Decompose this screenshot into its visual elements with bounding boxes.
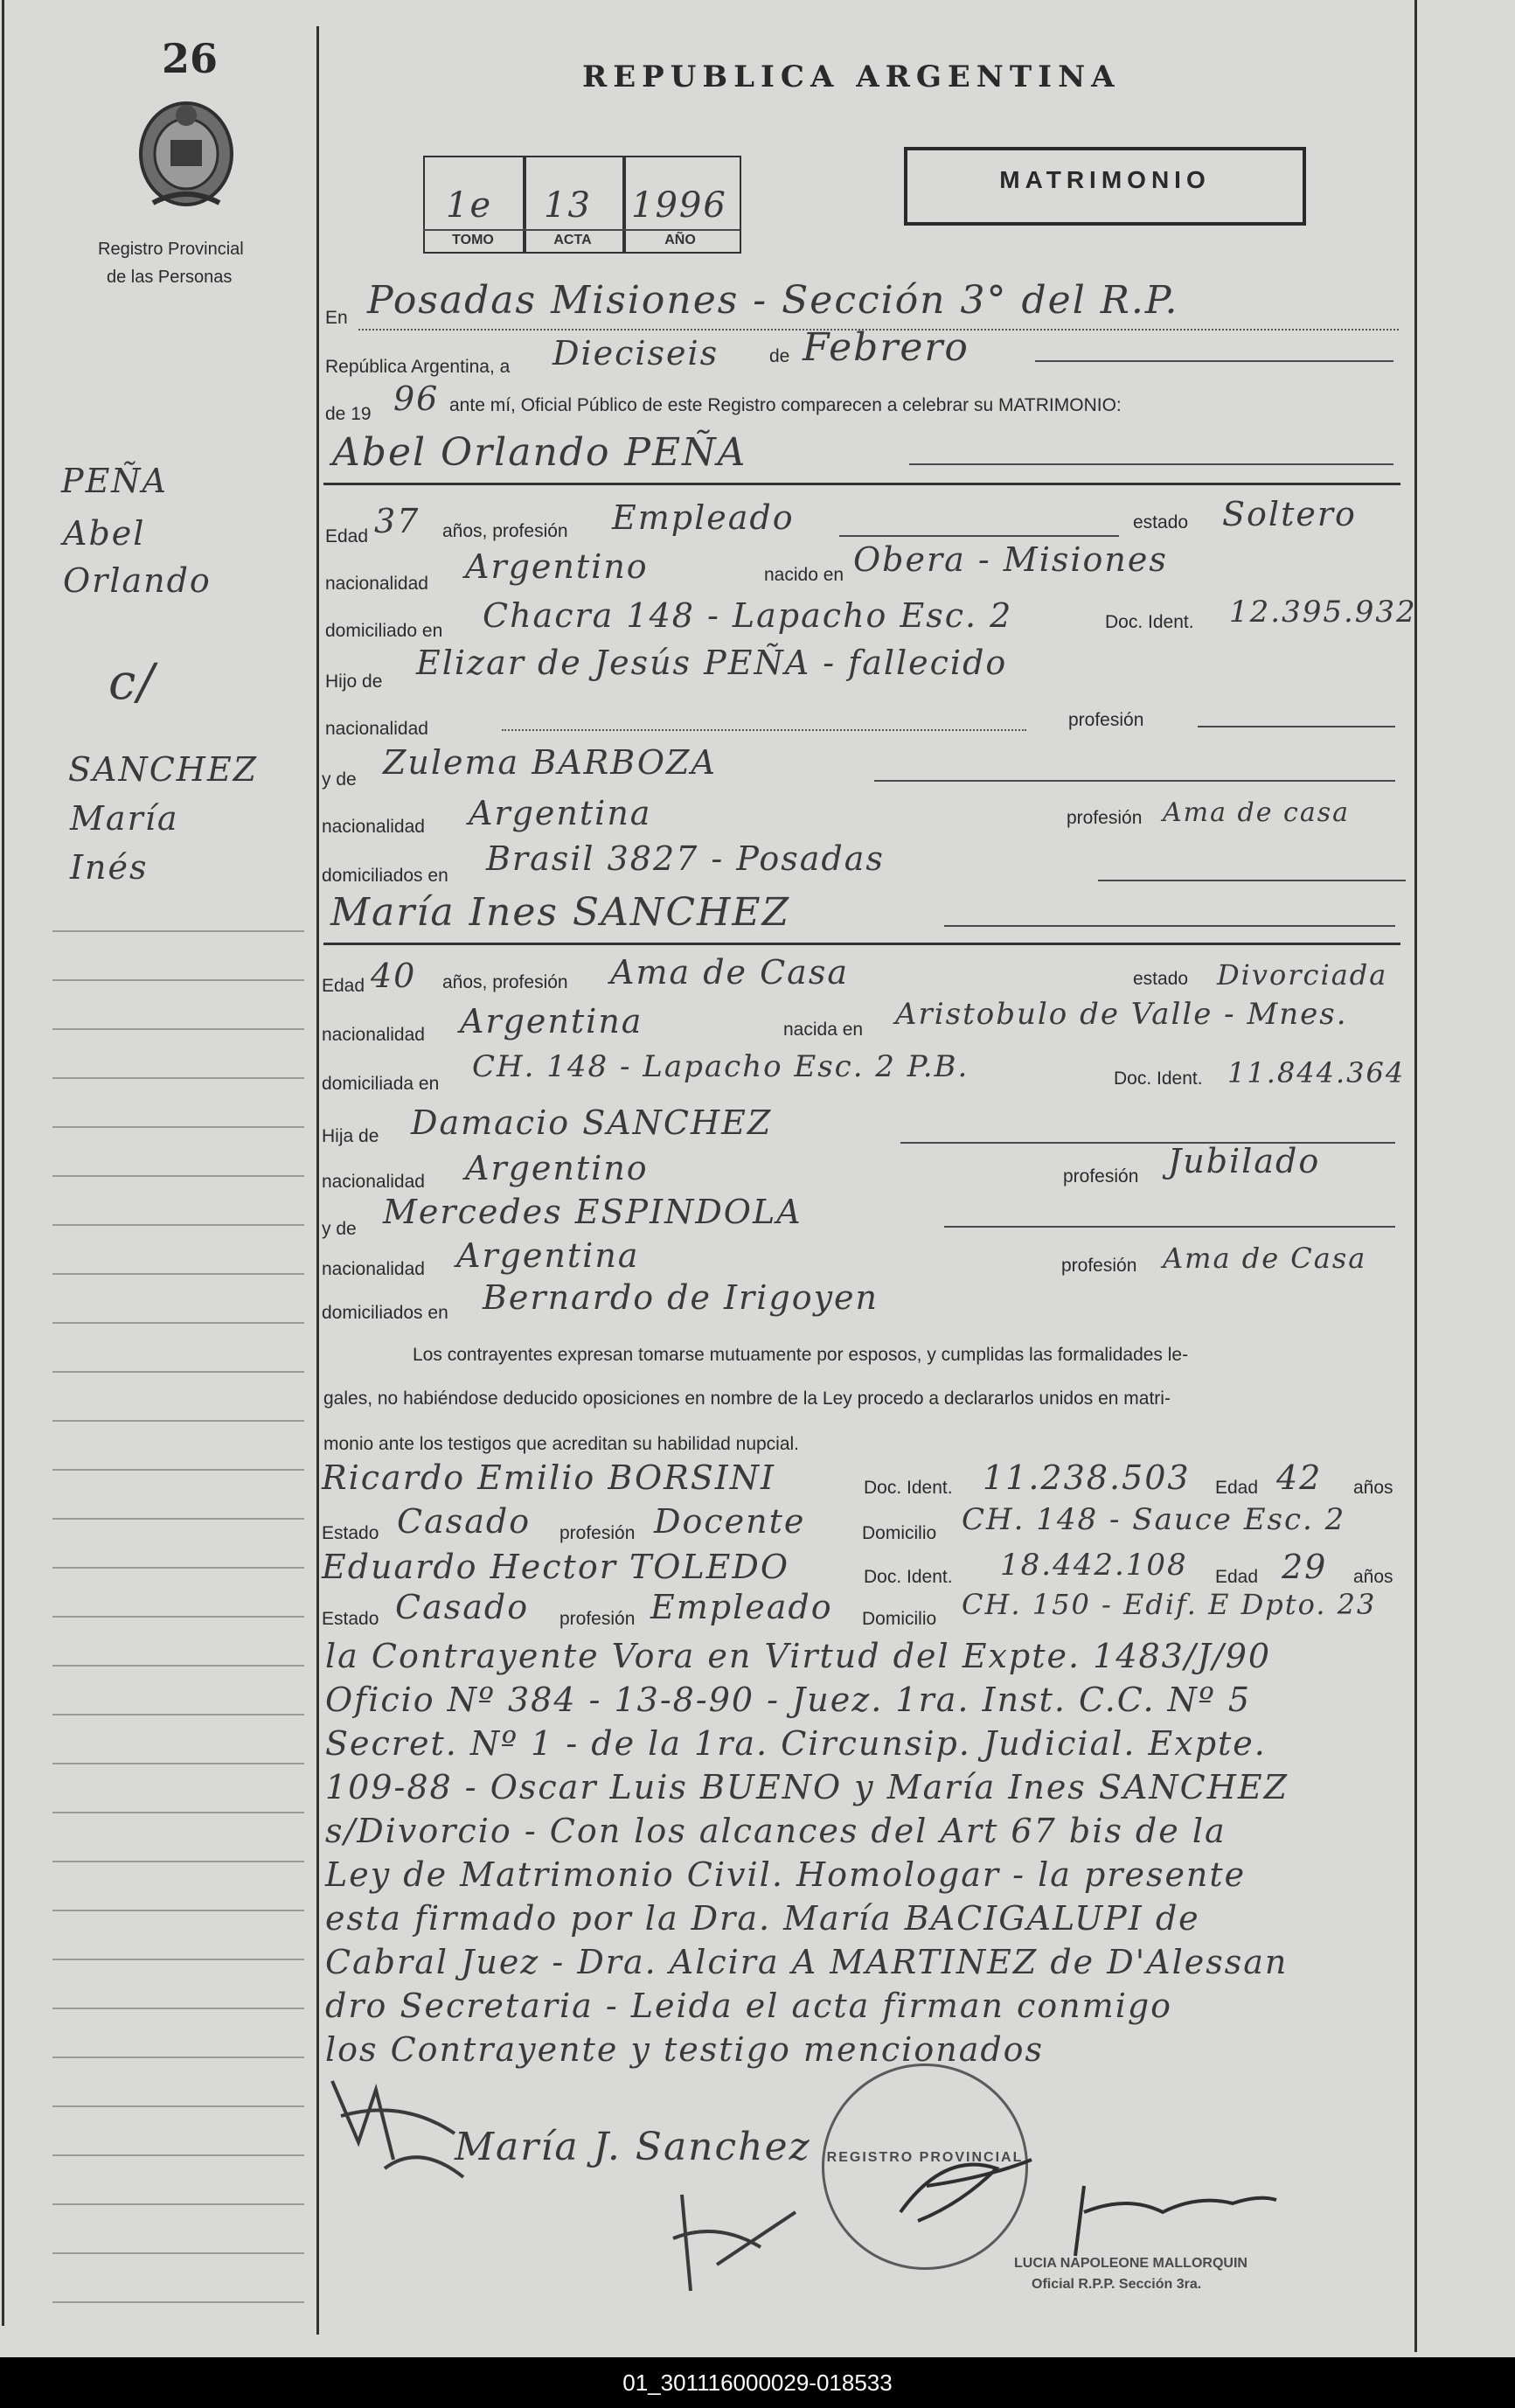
witness2-anos-label: años	[1353, 1567, 1393, 1587]
tomo-value: 1e	[446, 185, 493, 226]
acta-label: ACTA	[553, 233, 592, 247]
groom-birthplace-value: Obera - Misiones	[853, 540, 1168, 579]
witness2-doc-label: Doc. Ident.	[864, 1567, 953, 1587]
margin-groom-name2: Orlando	[63, 561, 212, 600]
page-number: 26	[162, 35, 219, 82]
margin-rule	[52, 1665, 304, 1667]
registry-name-line1: Registro Provincial	[98, 240, 244, 259]
groom-parents-address-label: domiciliados en	[322, 866, 448, 886]
margin-rule	[52, 1028, 304, 1030]
margin-rule	[52, 1812, 304, 1813]
bride-anos-profesion-label: años, profesión	[442, 972, 568, 992]
groom-father-value: Elizar de Jesús PEÑA - fallecido	[416, 644, 1008, 682]
day-value: Dieciseis	[552, 334, 719, 372]
margin-rule	[52, 1175, 304, 1177]
note-line-8: Cabral Juez - Dra. Alcira A MARTINEZ de D'Alessan	[325, 1943, 1289, 1981]
witness2-address-value: CH. 150 - Edif. E Dpto. 23	[962, 1588, 1377, 1621]
margin-rule	[52, 1518, 304, 1520]
witness2-profession-value: Empleado	[650, 1588, 833, 1626]
month-underline	[1035, 360, 1393, 362]
margin-rule	[52, 2203, 304, 2205]
margin-rule	[52, 1763, 304, 1764]
bride-mother-underline	[944, 1226, 1395, 1228]
bride-mother-profession-label: profesión	[1061, 1256, 1137, 1276]
groom-status-label: estado	[1133, 512, 1189, 532]
margin-rule	[52, 979, 304, 981]
bride-mother-profession-value: Ama de Casa	[1163, 1242, 1367, 1275]
bride-name-underline	[944, 925, 1395, 927]
witness1-signature	[664, 2186, 822, 2300]
witness1-status-label: Estado	[322, 1523, 379, 1543]
note-line-9: dro Secretaria - Leida el acta firman conmigo	[325, 1987, 1173, 2025]
groom-hijo-label: Hijo de	[325, 672, 383, 692]
note-line-7: esta firmado por la Dra. María BACIGALUPI de	[325, 1899, 1200, 1938]
witness2-age-value: 29	[1282, 1548, 1328, 1586]
footer-bar	[0, 2357, 1515, 2408]
note-line-10: los Contrayente y testigo mencionados	[325, 2030, 1045, 2069]
witness2-name: Eduardo Hector TOLEDO	[322, 1548, 790, 1586]
ante-mi-text: ante mí, Oficial Público de este Registro comparecen a celebrar su MATRIMONIO:	[449, 395, 1122, 415]
groom-parents-underline	[1098, 880, 1406, 881]
margin-rule	[52, 1714, 304, 1716]
note-line-1: la Contrayente Vora en Virtud del Expte. 1483/J/90	[325, 1637, 1272, 1675]
margin-rule	[52, 1077, 304, 1079]
note-line-3: Secret. Nº 1 - de la 1ra. Circunsip. Judicial. Expte.	[325, 1724, 1267, 1763]
month-value: Febrero	[803, 325, 969, 370]
groom-mother-value: Zulema BARBOZA	[383, 743, 717, 782]
groom-mother-profession-label: profesión	[1067, 808, 1143, 828]
groom-father-profession-label: profesión	[1068, 710, 1144, 730]
margin-rule	[52, 1273, 304, 1275]
witness1-profession-label: profesión	[559, 1523, 636, 1543]
bride-birthplace-value: Aristobulo de Valle - Mnes.	[895, 997, 1348, 1032]
margin-rule	[52, 1126, 304, 1128]
margin-connector: c/	[108, 654, 156, 711]
de-month-label: de	[769, 346, 790, 366]
note-line-5: s/Divorcio - Con los alcances del Art 67 bis de la	[325, 1812, 1227, 1850]
country-title: REPUBLICA ARGENTINA	[582, 59, 1121, 94]
witness2-profession-label: profesión	[559, 1609, 636, 1629]
witness1-status-value: Casado	[397, 1502, 532, 1541]
en-label: En	[325, 308, 348, 328]
groom-full-name: Abel Orlando PEÑA	[332, 430, 747, 475]
registry-name-line2: de las Personas	[107, 268, 233, 287]
bride-mother-value: Mercedes ESPINDOLA	[383, 1193, 803, 1231]
legal-text-line-1: Los contrayentes expresan tomarse mutuamente por esposos, y cumplidas las formalidades le-	[413, 1345, 1189, 1365]
margin-rule	[52, 2057, 304, 2058]
official-signature	[1058, 2177, 1285, 2265]
bride-address-value: CH. 148 - Lapacho Esc. 2 P.B.	[472, 1049, 969, 1084]
margin-groom-surname: PEÑA	[61, 462, 168, 500]
groom-doc-value: 12.395.932	[1229, 595, 1417, 630]
official-stamp-line1: LUCIA NAPOLEONE MALLORQUIN	[1014, 2256, 1247, 2271]
groom-father-profession-line	[1198, 726, 1395, 727]
margin-rule	[52, 1420, 304, 1422]
note-line-2: Oficio Nº 384 - 13-8-90 - Juez. 1ra. Inst. C.C. Nº 5	[325, 1681, 1252, 1719]
legal-text-line-2: gales, no habiéndose deducido oposiciones en nombre de la Ley procedo a declararlos unidos en matri-	[323, 1388, 1171, 1409]
note-line-6: Ley de Matrimonio Civil. Homologar - la presente	[325, 1855, 1247, 1894]
groom-profession-value: Empleado	[612, 498, 795, 537]
groom-age-label: Edad	[325, 526, 369, 546]
groom-parents-address-value: Brasil 3827 - Posadas	[486, 839, 885, 878]
year-prefix-label: de 19	[325, 404, 372, 424]
margin-rule	[52, 2008, 304, 2009]
margin-rule	[52, 1322, 304, 1324]
groom-profession-underline	[839, 535, 1119, 537]
bride-status-label: estado	[1133, 969, 1189, 989]
groom-nationality-label: nacionalidad	[325, 574, 428, 594]
official-stamp-line2: Oficial R.P.P. Sección 3ra.	[1032, 2277, 1202, 2292]
margin-bride-surname: SANCHEZ	[68, 750, 259, 789]
witness1-address-label: Domicilio	[862, 1523, 937, 1543]
margin-rule	[52, 1469, 304, 1471]
witness1-age-value: 42	[1276, 1458, 1323, 1497]
groom-anos-profesion-label: años, profesión	[442, 521, 568, 541]
witness1-doc-value: 11.238.503	[983, 1458, 1191, 1497]
republica-label: República Argentina, a	[325, 357, 511, 377]
groom-address-value: Chacra 148 - Lapacho Esc. 2	[483, 596, 1013, 635]
bride-parents-address-value: Bernardo de Irigoyen	[483, 1278, 879, 1317]
bride-father-nationality-value: Argentino	[465, 1149, 649, 1187]
witness2-status-label: Estado	[322, 1609, 379, 1629]
margin-rule	[52, 2252, 304, 2254]
bride-mother-nationality-value: Argentina	[456, 1236, 640, 1275]
margin-rule	[52, 2154, 304, 2156]
witness1-doc-label: Doc. Ident.	[864, 1478, 953, 1498]
bride-nationality-label: nacionalidad	[322, 1025, 425, 1045]
note-line-4: 109-88 - Oscar Luis BUENO y María Ines SANCHEZ	[325, 1768, 1289, 1806]
bride-father-underline	[900, 1142, 1395, 1144]
witness1-profession-value: Docente	[654, 1502, 806, 1541]
year-suffix-value: 96	[393, 379, 440, 418]
groom-father-nationality-line	[502, 729, 1026, 731]
bride-doc-label: Doc. Ident.	[1114, 1068, 1203, 1089]
margin-rule	[52, 1959, 304, 1960]
groom-nacido-label: nacido en	[764, 565, 844, 585]
margin-groom-name1: Abel	[63, 514, 146, 553]
legal-text-line-3: monio ante los testigos que acreditan su habilidad nupcial.	[323, 1434, 800, 1454]
groom-father-nationality-label: nacionalidad	[325, 719, 428, 739]
margin-rule	[52, 1861, 304, 1862]
groom-signature	[323, 2064, 472, 2186]
witness2-address-label: Domicilio	[862, 1609, 937, 1629]
groom-name-underline	[909, 463, 1393, 465]
bride-age-value: 40	[371, 957, 417, 995]
groom-doc-label: Doc. Ident.	[1105, 612, 1194, 632]
margin-rule	[52, 1910, 304, 1911]
margin-rule	[52, 930, 304, 932]
groom-section-rule	[323, 483, 1400, 485]
groom-mother-nationality-label: nacionalidad	[322, 817, 425, 837]
margin-rule	[52, 1616, 304, 1618]
margin-rule	[52, 1567, 304, 1569]
bride-mother-nationality-label: nacionalidad	[322, 1259, 425, 1279]
margin-rule	[52, 1371, 304, 1373]
document-type: MATRIMONIO	[999, 166, 1211, 193]
bride-parents-address-label: domiciliados en	[322, 1303, 448, 1323]
bride-nacida-label: nacida en	[783, 1020, 864, 1040]
margin-divider-line	[316, 26, 319, 2335]
groom-domiciliado-label: domiciliado en	[325, 621, 443, 641]
margin-bride-name1: María	[70, 799, 179, 838]
footer-id: 01_301116000029-018533	[622, 2370, 893, 2396]
witness1-address-value: CH. 148 - Sauce Esc. 2	[962, 1502, 1346, 1537]
registry-round-stamp-text: REGISTRO PROVINCIAL	[826, 2150, 1024, 2165]
bride-domiciliada-label: domiciliada en	[322, 1074, 440, 1094]
bride-father-nationality-label: nacionalidad	[322, 1172, 425, 1192]
place-value: Posadas Misiones - Sección 3° del R.P.	[367, 278, 1179, 323]
groom-mother-underline	[874, 780, 1395, 782]
bride-father-value: Damacio SANCHEZ	[411, 1103, 773, 1142]
margin-bride-name2: Inés	[70, 848, 149, 887]
acta-value: 13	[544, 185, 592, 226]
bride-father-profession-label: profesión	[1063, 1166, 1139, 1187]
witness1-name: Ricardo Emilio BORSINI	[322, 1458, 776, 1497]
box-caption-line	[423, 229, 740, 231]
bride-hija-label: Hija de	[322, 1126, 379, 1146]
left-binding-line	[2, 0, 4, 2326]
bride-age-label: Edad	[322, 976, 365, 996]
groom-mother-nationality-value: Argentina	[469, 794, 652, 832]
bride-y-de-label: y de	[322, 1219, 357, 1239]
margin-rule	[52, 2105, 304, 2107]
groom-mother-profession-value: Ama de casa	[1163, 797, 1350, 828]
right-border-line	[1414, 0, 1417, 2352]
bride-nationality-value: Argentina	[460, 1002, 643, 1040]
groom-status-value: Soltero	[1222, 495, 1357, 533]
witness1-anos-label: años	[1353, 1478, 1393, 1498]
ano-label: AÑO	[664, 233, 696, 247]
margin-rule	[52, 1224, 304, 1226]
bride-full-name: María Ines SANCHEZ	[330, 890, 791, 935]
coat-of-arms-emblem	[136, 98, 237, 219]
bride-section-rule	[323, 943, 1400, 945]
witness2-signature	[892, 2133, 1040, 2238]
groom-y-de-label: y de	[322, 769, 357, 790]
witness2-doc-value: 18.442.108	[1000, 1548, 1188, 1583]
bride-signature: María J. Sanchez	[455, 2125, 811, 2169]
ano-value: 1996	[631, 185, 727, 226]
bride-doc-value: 11.844.364	[1227, 1056, 1406, 1089]
witness1-age-label: Edad	[1215, 1478, 1259, 1498]
bride-father-profession-value: Jubilado	[1168, 1142, 1321, 1180]
groom-nationality-value: Argentino	[465, 547, 649, 586]
witness2-age-label: Edad	[1215, 1567, 1259, 1587]
bride-status-value: Divorciada	[1217, 958, 1388, 992]
groom-age-value: 37	[374, 502, 420, 540]
margin-rule	[52, 2301, 304, 2303]
tomo-label: TOMO	[452, 233, 494, 247]
bride-profession-value: Ama de Casa	[610, 953, 849, 992]
witness2-status-value: Casado	[395, 1588, 530, 1626]
